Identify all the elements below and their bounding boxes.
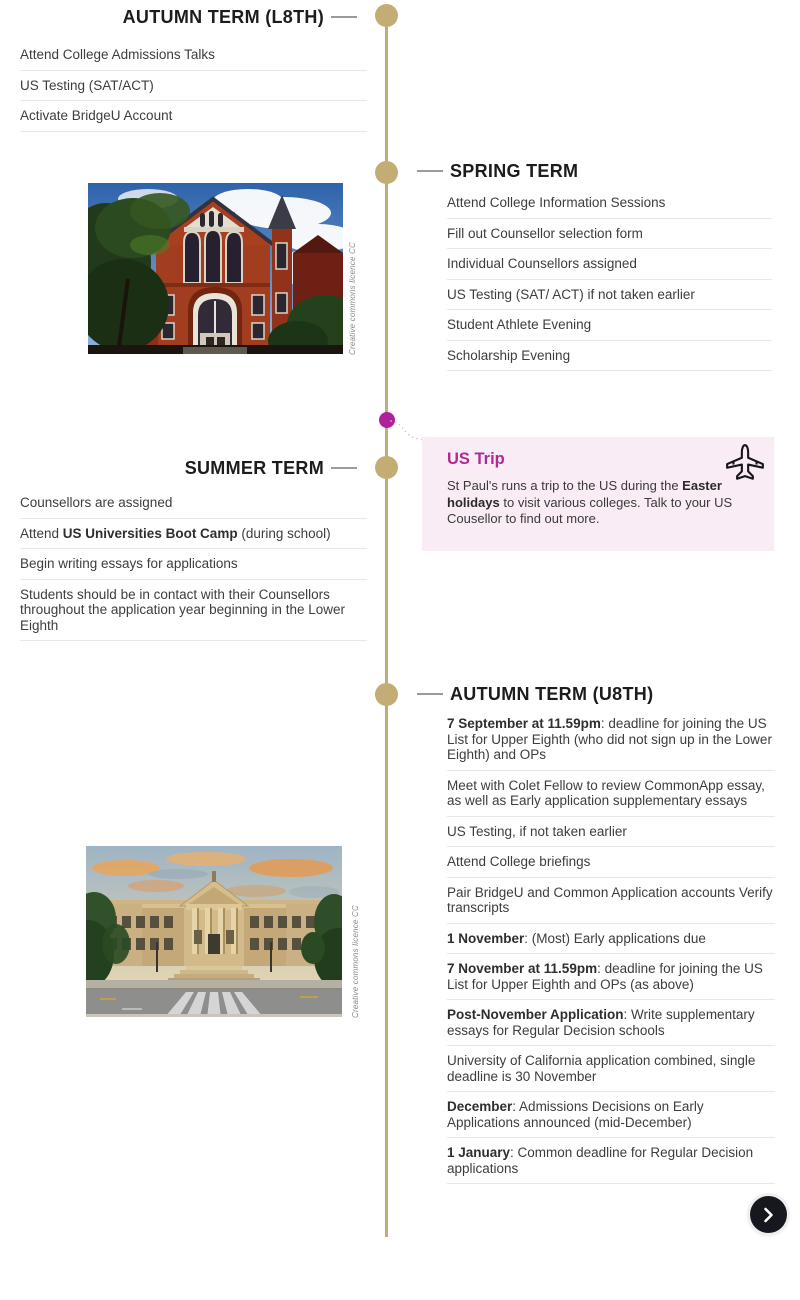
timeline-item: December: Admissions Decisions on Early Applications announced (mid-December) [447,1092,775,1138]
college-photo-1 [88,183,343,354]
timeline-item: Scholarship Evening [447,341,772,372]
timeline-item: Attend US Universities Boot Camp (during school) [20,519,367,550]
section-heading-spring [417,159,578,183]
heading-dash [331,467,357,469]
timeline-item: Activate BridgeU Account [20,101,367,132]
timeline-item: US Testing (SAT/ACT) [20,71,367,102]
heading-dash [331,16,357,18]
timeline-item: 7 November at 11.59pm: deadline for joining the US List for Upper Eighth and OPs (as above) [447,954,775,1000]
timeline-item: Attend College Information Sessions [447,188,772,219]
photo-2-caption: Creative commons licence CC [351,905,360,1018]
heading-dash [417,170,443,172]
chevron-right-icon [763,1207,774,1223]
timeline-item: Fill out Counsellor selection form [447,219,772,250]
timeline-item: Meet with Colet Fellow to review CommonApp essay, as well as Early application supplementary essays [447,771,775,817]
us-trip-title: US Trip [447,450,505,468]
section-title: AUTUMN TERM (L8TH) [122,6,324,27]
section-heading-summer [20,456,357,480]
timeline-item: Students should be in contact with their Counsellors throughout the application year beginning in the Lower Eighth [20,580,367,642]
section-heading-autumn-l8th [20,5,357,29]
timeline-item: Student Athlete Evening [447,310,772,341]
timeline-item: 1 January: Common deadline for Regular Decision applications [447,1138,775,1184]
section-title: SPRING TERM [450,160,579,181]
college-photo-2 [86,846,342,1017]
next-button[interactable] [750,1196,787,1233]
timeline-dot-autumn-u8th [375,683,398,706]
section-heading-autumn-u8th [417,682,653,706]
timeline-item: Attend College briefings [447,847,775,878]
timeline-item: US Testing (SAT/ ACT) if not taken earlier [447,280,772,311]
section-title: SUMMER TERM [184,457,324,478]
timeline-item: Post-November Application: Write supplementary essays for Regular Decision schools [447,1000,775,1046]
timeline-item: Attend College Admissions Talks [20,40,367,71]
timeline-item: Pair BridgeU and Common Application accounts Verify transcripts [447,878,775,924]
us-trip-callout [422,437,774,551]
airplane-icon [724,442,766,484]
timeline-item: Begin writing essays for applications [20,549,367,580]
timeline-item: Counsellors are assigned [20,488,367,519]
summer-list [20,488,367,641]
spring-list [447,188,772,371]
timeline-item: US Testing, if not taken earlier [447,817,775,848]
autumn-u8th-list [447,709,775,1184]
section-title: AUTUMN TERM (U8TH) [450,683,654,704]
us-trip-body: St Paul's runs a trip to the US during the Easter holidays to visit various colleges. Talk to your US Cousellor to find out more. [447,478,733,526]
timeline-dot-spring [375,161,398,184]
timeline-line [385,5,388,1237]
timeline-dot-summer [375,456,398,479]
timeline-item: 1 November: (Most) Early applications due [447,924,775,955]
heading-dash [417,693,443,695]
autumn-l8th-list [20,40,367,132]
timeline-item: 7 September at 11.59pm: deadline for joining the US List for Upper Eighth (who did not sign up in the Lower Eighth) and OPs [447,709,775,771]
timeline-item: Individual Counsellors assigned [447,249,772,280]
photo-1-caption: Creative commons licence CC [348,242,357,355]
timeline-dot-autumn-l8th [375,4,398,27]
timeline-item: University of California application combined, single deadline is 30 November [447,1046,775,1092]
